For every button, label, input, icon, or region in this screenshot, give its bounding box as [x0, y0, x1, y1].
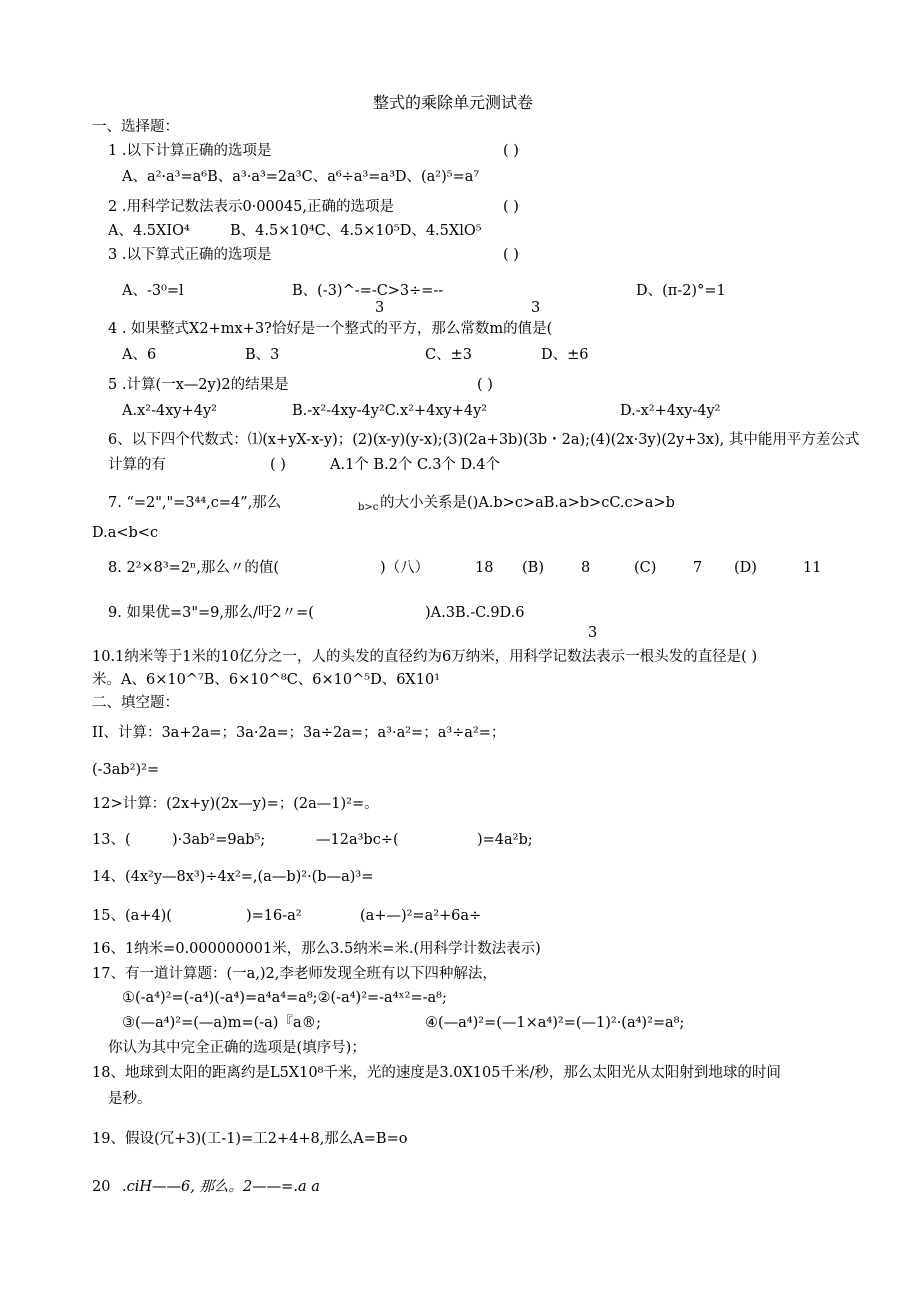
q7-small-note: b>c: [358, 502, 379, 513]
q3-option-d: D、(π-2)°=1: [636, 283, 726, 299]
q17-solution-4: ④(—a⁴)²=(—1×a⁴)²=(—1)²·(a⁴)²=a⁸;: [425, 1015, 685, 1031]
q9-options: )A.3B.-C.9D.6: [425, 605, 525, 621]
q8-label-c: (C): [634, 560, 657, 576]
q2-option-a: A、4.5XIO⁴: [108, 223, 190, 239]
section-heading-choice: 一、选择题：: [92, 119, 179, 135]
q2-answer-paren: ( ): [503, 199, 519, 215]
q18-stem-line2: 是秒。: [108, 1091, 152, 1107]
q7-options: 的大小关系是()A.b>c>aB.a>b>cC.c>a>b: [380, 495, 675, 511]
q15-part-a: 15、(a+4)(: [92, 908, 172, 924]
q3-denominator-2: 3: [531, 300, 541, 316]
q17-stem: 17、有一道计算题：(一a,)2,李老师发现全班有以下四种解法，: [92, 966, 497, 982]
q9-denominator: 3: [588, 625, 598, 641]
q14-stem: 14、(4x²y—8x³)÷4x²=,(a—b)²·(b—a)³=: [92, 869, 374, 885]
q2-options-bcd: B、4.5×10⁴C、4.5×10⁵D、4.5XlO⁵: [230, 223, 482, 239]
q8-label-d: (D): [734, 560, 757, 576]
q11-extra: (-3ab²)²=: [92, 762, 160, 778]
q5-option-d: D.-x²+4xy-4y²: [620, 403, 721, 419]
q8-stem: 8. 2²×8³=2ⁿ,那么〃的值(: [108, 560, 280, 576]
q16-stem: 16、1纳米=0.000000001米，那么3.5纳米=米.(用科学计数法表示): [92, 941, 541, 957]
q5-answer-paren: ( ): [477, 377, 493, 393]
q17-ask: 你认为其中完全正确的选项是(填序号)；: [108, 1040, 366, 1056]
q3-answer-paren: ( ): [503, 247, 519, 263]
q8-option-a: )（八）: [380, 560, 430, 576]
q6-options: A.1个 B.2个 C.3个 D.4个: [330, 457, 500, 473]
q3-option-b: B、(-3)^-=-C>3÷=--: [292, 283, 444, 299]
q1-answer-paren: ( ): [503, 143, 519, 159]
q15-part-b: )=16-a²: [246, 908, 302, 924]
q13-part-d: )=4a²b;: [477, 832, 533, 848]
q13-part-a: 13、(: [92, 832, 131, 848]
q7-option-d: D.a<b<c: [92, 525, 159, 541]
q1-stem: 1 .以下计算正确的选项是: [108, 143, 272, 159]
q5-stem: 5 .计算(一x—2y)2的结果是: [108, 377, 289, 393]
q12-stem: 12>计算：(2x+y)(2x—y)=；(2a—1)²=。: [92, 796, 379, 812]
q5-option-a: A.x²-4xy+4y²: [122, 403, 217, 419]
q8-value-d: 11: [803, 560, 822, 576]
q5-options-bc: B.-x²-4xy-4y²C.x²+4xy+4y²: [292, 403, 488, 419]
q20-number: 20: [92, 1179, 111, 1195]
q1-options: A、a²·a³=a⁶B、a³·a³=2a³C、a⁶÷a³=a³D、(a²)⁵=a⁷: [122, 169, 480, 185]
q3-stem: 3 .以下算式正确的选项是: [108, 247, 272, 263]
page-title: 整式的乘除单元测试卷: [373, 93, 534, 112]
q18-stem-line1: 18、地球到太阳的距离约是L5X10⁸千米，光的速度是3.0X105千米/秒，那么太阳光从太阳射到地球的时间: [92, 1065, 781, 1081]
q8-value-a: 18: [475, 560, 494, 576]
section-heading-fill: 二、填空题：: [92, 695, 179, 711]
q20-stem: .ciH——6, 那么。2——=.a a: [122, 1179, 320, 1195]
q6-stem-line1: 6、以下四个代数式：⑴(x+yX-x-y)；(2)(x-y)(y-x);(3)(2a+3b)(3b・2a);(4)(2x·3y)(2y+3x), 其中能用平方差公式: [108, 432, 860, 448]
q8-value-c: 7: [693, 560, 703, 576]
q10-stem-line1: 10.1纳米等于1米的10亿分之一，人的头发的直径约为6万纳米，用科学记数法表示一根头发的直径是( ): [92, 649, 758, 665]
q2-stem: 2 .用科学记数法表示0·00045,正确的选项是: [108, 199, 395, 215]
q9-stem: 9. 如果优=3"=9,那么/吁2〃=(: [108, 605, 314, 621]
q15-part-c: (a+—)²=a²+6a÷: [360, 908, 482, 924]
q4-option-b: B、3: [245, 347, 280, 363]
q11-stem: II、计算：3a+2a=；3a·2a=；3a÷2a=；a³·a²=；a³÷a²=；: [92, 725, 506, 741]
q3-denominator-1: 3: [375, 300, 385, 316]
q19-stem: 19、假设(冗+3)(工-1)=工2+4+8,那么A=B=o: [92, 1131, 408, 1147]
q8-label-b: (B): [522, 560, 544, 576]
q17-solution-1-2: ①(-a⁴)²=(-a⁴)(-a⁴)=a⁴a⁴=a⁸;②(-a⁴)²=-a⁴ˣ²=-a⁸;: [122, 990, 447, 1006]
q4-option-d: D、±6: [541, 347, 589, 363]
q6-stem-line2: 计算的有: [108, 457, 166, 473]
q7-stem: 7. “=2","=3⁴⁴,c=4”,那么: [108, 495, 282, 511]
q13-part-c: —12a³bc÷(: [316, 832, 399, 848]
q8-value-b: 8: [581, 560, 591, 576]
q6-answer-paren: ( ): [270, 457, 286, 473]
q13-part-b: )·3ab²=9ab⁵;: [172, 832, 266, 848]
q17-solution-3: ③(—a⁴)²=(—a)m=(-a)『a®;: [122, 1015, 321, 1031]
q3-option-a: A、-3⁰=l: [122, 283, 184, 299]
q4-option-c: C、±3: [425, 347, 472, 363]
q10-stem-line2: 米。A、6×10^⁷B、6×10^⁸C、6×10^⁵D、6X10¹: [92, 672, 441, 688]
q4-option-a: A、6: [122, 347, 157, 363]
q4-stem: 4 . 如果整式X2+mx+3?恰好是一个整式的平方，那么常数m的值是(: [108, 321, 553, 337]
